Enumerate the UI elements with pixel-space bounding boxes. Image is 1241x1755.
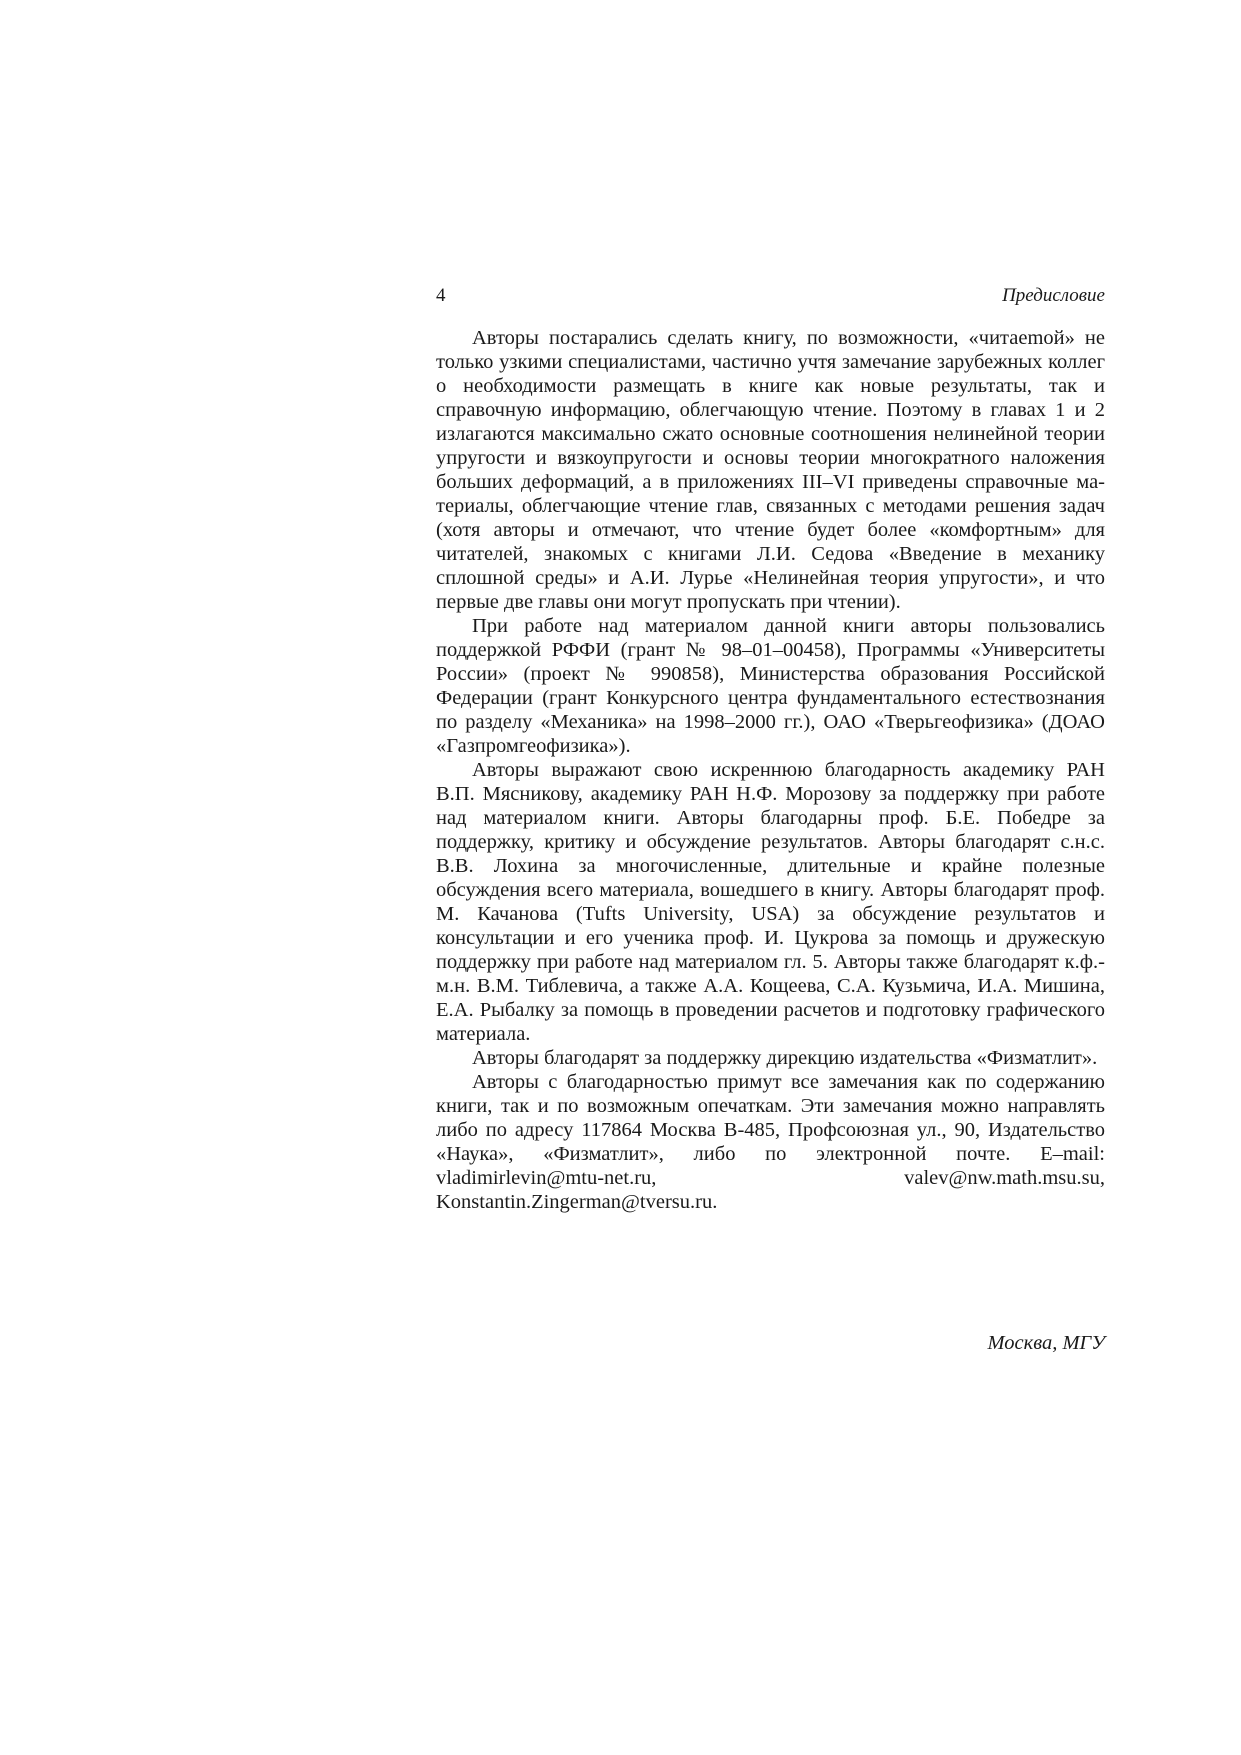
- page-header: [436, 282, 1105, 310]
- paragraph-contacts: Авторы с благодарностью примут все замечания как по содержанию книги, так и по возможным опечаткам. Эти замечания можно направлять либо по адресу 117864 Москва В-485, Профсоюзная ул., 90, Издательство «Наука», «Физматлит», либо по электронной почте. E–mail: vladimirlevin@mtu-net.ru, valev@nw.math.msu.su, Konstantin.Zingerman@tversu.ru.: [436, 1071, 1105, 1213]
- paragraph-acknowledgements: Авторы выражают свою искреннюю благодарность академику РАН В.П. Мясникову, академику РАН Н.Ф. Морозову за поддержку при работе над материалом книги. Авторы благодарны проф. Б.Е. Победре за поддержку, критику и обсуждение результатов. Авторы благодарят с.н.с. В.В. Лохина за многочисленные, длительные и крайне полезные обсуждения всего материала, вошедшего в книгу. Авторы благодарят проф. М. Качанова (Tufts University, USA) за обсуждение результатов и консультации и его ученика проф. И. Цукрова за помощь и дружескую поддержку при работе над материалом гл. 5. Авторы также благодарят к.ф.-м.н. В.М. Тиблевича, а также А.А. Кощеева, С.А. Кузьмича, И.А. Мишина, Е.А. Рыбалку за помощь в проведении расчетов и подготовку графического материала.: [436, 759, 1105, 1045]
- running-title: Предисловие: [1002, 285, 1105, 306]
- paragraph-readability: Авторы постарались сделать книгу, по возможности, «читаеmой» не только узкими специалистами, частично учтя замечание зарубежных коллег о необходимости размещать в книге как новые результаты, так и справочную информацию, облегчающую чтение. Поэтому в главах 1 и 2 излагаются максимально сжато основные соотношения нелинейной теории упругости и вязкоупругости и основы теории многократного наложения больших деформаций, а в приложениях III–VI приведены справочные материалы, облегчающие чтение глав, связанных с методами решения задач (хотя авторы и отмечают, что чтение будет более «комфортным» для читателей, знакомых с книгами Л.И. Седова «Введение в механику сплошной среды» и А.И. Лурье «Нелинейная теория упругости», и что первые две главы они могут пропускать при чтении).: [436, 327, 1105, 613]
- paragraph-funding: При работе над материалом данной книги авторы пользовались поддержкой РФФИ (грант № 98–01–00458), Программы «Университеты России» (проект № 990858), Министерства образования Российской Федерации (грант Конкурсного центра фундаментального естествознания по разделу «Механика» на 1998–2000 гг.), ОАО «Тверьгеофизика» (ДОАО «Газпромгеофизика»).: [436, 615, 1105, 757]
- preface-body: [436, 326, 1105, 1214]
- paragraph-publisher-thanks: Авторы благодарят за поддержку дирекцию издательства «Физматлит».: [472, 1047, 1098, 1069]
- signature: Москва, МГУ: [987, 1332, 1105, 1354]
- page-number: 4: [436, 285, 446, 306]
